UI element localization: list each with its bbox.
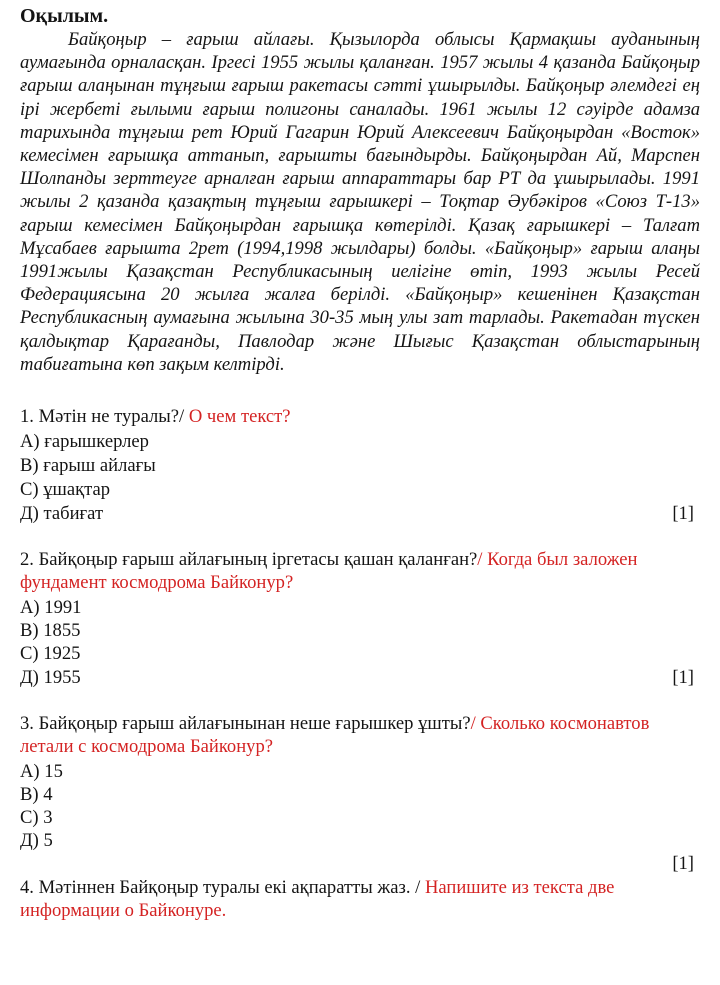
section-heading: Оқылым.: [20, 5, 109, 27]
question-2-score: [1]: [672, 667, 694, 688]
question-1-option-d[interactable]: Д) табиғат: [20, 503, 104, 524]
question-1-kz: 1. Мәтін не туралы?/: [20, 406, 189, 427]
question-2-option-b[interactable]: В) 1855: [20, 620, 81, 641]
question-3-option-c[interactable]: С) 3: [20, 807, 53, 828]
question-4-ru: Напишите из текста две информации о Байконуре.: [20, 877, 615, 922]
question-3: [20, 712, 704, 758]
question-1-option-c[interactable]: С) ұшақтар: [20, 479, 111, 500]
question-2-option-d[interactable]: Д) 1955: [20, 667, 81, 688]
reading-passage: Байқоңыр – ғарыш айлағы. Қызылорда облысы Қармақшы ауданының аумағында орналасқан. Іргесі 1955 жылы қаланған. 1957 жылы 4 қазанда Байқоңыр ғарыш алаңынан тұңғыш ғарыш ракетасы сәтті ұшырылды. Байқоңыр әлемдегі ең ірі жербеті ғылыми ғарыш полигоны саналады. 1961 жылы 12 сәуірде адамза тарихында тұңғыш рет Юрий Гагарин Юрий Алексеевич Байқоңырдан «Восток» кемесімен ғарышқа аттанып, ғарышты бағындырды. Байқоңырдан Ай, Марспен Шолпанды зерттеуге арналған ғарыш аппараттары бар РТ да ұшырылады. 1991 жылы 2 қазанда қазақтың тұңғыш ғарышкері – Тоқтар Әубәкіров «Союз Т-13» ғарыш кемесімен Байқоңырдан ғарышқа көтерілді. Қазақ ғарышкері – Талғат Мұсабаев ғарышта 2рет (1994,1998 жылдары) болды. «Байқоңыр» ғарыш алаңы 1991жылы Қазақстан Республикасының иелігіне өтіп, 1993 жылы Ресей Федерациясына 20 жылға жалға берілді. «Байқоңыр» кешенінен Қазақстан Республикасның аумағына жылына 30-35 мың улы зат тарлады. Ракетадан түскен қалдықтар Қарағанды, Павлодар және Шығыс Қазақстан облыстарының табиғатына көп зақым келтірді.: [20, 29, 700, 375]
question-2-kz: 2. Байқоңыр ғарыш айлағының іргетасы қашан қаланған?: [20, 549, 478, 570]
question-1-score: [1]: [672, 503, 694, 524]
question-2-option-c[interactable]: С) 1925: [20, 643, 81, 664]
question-3-score: [1]: [672, 853, 694, 874]
question-4-kz: 4. Мәтіннен Байқоңыр туралы екі ақпаратты жаз. /: [20, 877, 425, 898]
question-2-ru: / Когда был заложен фундамент космодрома Байконур?: [20, 549, 638, 594]
question-3-kz: 3. Байқоңыр ғарыш айлағынынан неше ғарышкер ұшты?: [20, 713, 471, 734]
question-2-option-a[interactable]: А) 1991: [20, 597, 82, 618]
question-1-option-b[interactable]: В) ғарыш айлағы: [20, 455, 156, 476]
question-3-option-b[interactable]: В) 4: [20, 784, 53, 805]
question-2: [20, 548, 704, 594]
question-1: [20, 405, 704, 428]
question-3-option-a[interactable]: А) 15: [20, 761, 63, 782]
question-3-ru: / Сколько космонавтов летали с космодрома Байконур?: [20, 713, 650, 758]
question-3-option-d[interactable]: Д) 5: [20, 830, 53, 851]
question-1-ru: О чем текст?: [188, 406, 291, 427]
question-4: [20, 876, 704, 922]
question-1-option-a[interactable]: А) ғарышкерлер: [20, 431, 149, 452]
